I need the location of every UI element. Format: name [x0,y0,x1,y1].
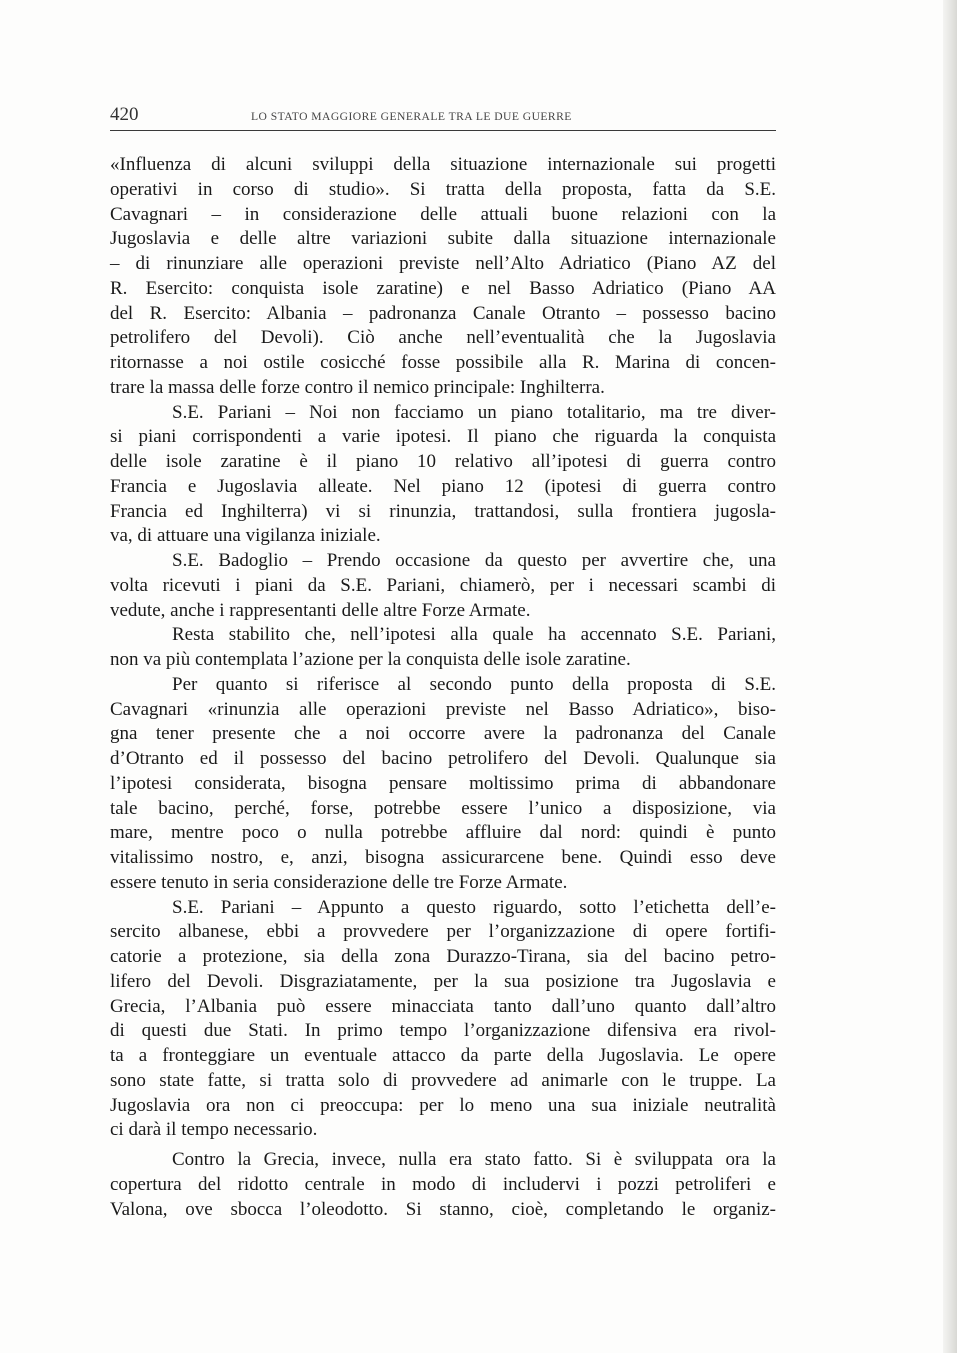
text-line: Francia ed Inghilterra) vi si rinunzia, trattandosi, sulla frontiera jugosla- [110,500,776,522]
text-line: ci darà il tempo necessario. [110,1119,318,1141]
text-line: petrolifero del Devoli). Ciò anche nell’eventualità che la Jugoslavia [110,327,776,349]
text-line: Francia e Jugoslavia alleate. Nel piano 12 (ipotesi di guerra contro [110,475,776,497]
text-line: si piani corrispondenti a varie ipotesi. Il piano che riguarda la conquista [110,426,776,448]
text-line: delle isole zaratine è il piano 10 relativo all’ipotesi di guerra contro [110,451,776,472]
text-line: Jugoslavia e delle altre variazioni subite dalla situazione internazionale [110,228,776,250]
text-line: Cavagnari – in considerazione delle attuali buone relazioni con la [110,203,776,225]
text-line: copertura del ridotto centrale in modo di includervi i pozzi petroliferi e [110,1173,776,1195]
text-line: Per quanto si riferisce al secondo punto della proposta di S.E. [172,673,776,695]
text-line: l’ipotesi considerata, bisogna pensare moltissimo prima di abbandonare [110,772,776,794]
text-line: vitalissimo nostro, e, anzi, bisogna assicurarcene bene. Quindi esso deve [110,847,776,868]
text-line: Resta stabilito che, nell’ipotesi alla quale ha accennato S.E. Pariani, [172,624,776,646]
page-edge-shadow [943,0,957,1353]
text-line: Contro la Grecia, invece, nulla era stato fatto. Si è sviluppata ora la [172,1149,776,1170]
text-line: non va più contemplata l’azione per la conquista delle isole zaratine. [110,649,631,670]
text-line: ritornasse a noi ostile cosicché fosse possibile alla R. Marina di concen- [110,352,776,373]
text-line: sercito albanese, ebbi a provvedere per l’organizzazione di opere fortifi- [110,921,776,943]
text-line: gna tener presente che a noi occorre avere la padronanza del Canale [110,723,776,745]
text-line: R. Esercito: conquista isole zaratine) e nel Basso Adriatico (Piano AA [110,277,776,299]
page-number: 420 [110,104,139,125]
text-line: S.E. Badoglio – Prendo occasione da questo per avvertire che, una [172,550,776,571]
text-line: – di rinunziare alle operazioni previste nell’Alto Adriatico (Piano AZ del [110,253,776,274]
text-line: volta ricevuti i piani da S.E. Pariani, chiamerò, per i necessari scambi di [110,574,776,596]
text-line: S.E. Pariani – Noi non facciamo un piano totalitario, ma tre diver- [172,401,776,423]
text-line: Jugoslavia ora non ci preoccupa: per lo meno una sua iniziale neutralità [110,1094,776,1116]
text-line: Cavagnari «rinunzia alle operazioni previste nel Basso Adriatico», biso- [110,698,776,720]
text-line: essere tenuto in seria considerazione delle tre Forze Armate. [110,871,568,893]
text-line: Grecia, l’Albania può essere minacciata tanto dall’uno quanto dall’altro [110,995,776,1017]
text-line: lifero del Devoli. Disgraziatamente, per la sua posizione tra Jugoslavia e [110,970,776,992]
text-line: di questi due Stati. In primo tempo l’organizzazione difensiva era rivol- [110,1020,776,1042]
text-line: va, di attuare una vigilanza iniziale. [110,525,381,547]
text-line: sono state fatte, si tratta solo di provvedere ad animarle con le truppe. La [110,1069,776,1091]
text-line: d’Otranto ed il possesso del bacino petrolifero del Devoli. Qualunque sia [110,748,776,769]
text-line: «Influenza di alcuni sviluppi della situazione internazionale sui progetti [110,154,776,175]
text-line: operativi in corso di studio». Si tratta della proposta, fatta da S.E. [110,178,776,200]
text-line: del R. Esercito: Albania – padronanza Canale Otranto – possesso bacino [110,302,776,324]
body-text [110,153,776,1222]
page-header [110,104,776,131]
text-line: trare la massa delle forze contro il nemico principale: Inghilterra. [110,376,605,398]
text-line: S.E. Pariani – Appunto a questo riguardo, sotto l’etichetta dell’e- [172,896,776,918]
text-line: Valona, ove sbocca l’oleodotto. Si stanno, cioè, completando le organiz- [110,1198,776,1220]
text-line: vedute, anche i rappresentanti delle altre Forze Armate. [110,599,531,621]
running-title: LO STATO MAGGIORE GENERALE TRA LE DUE GUERRE [251,110,572,123]
text-line: mare, mentre poco o nulla potrebbe affluire dal nord: quindi è punto [110,822,776,844]
text-line: tale bacino, perché, forse, potrebbe essere l’unico a disposizione, via [110,797,776,819]
text-line: catorie a protezione, sia della zona Durazzo-Tirana, sia del bacino petro- [110,946,776,967]
text-line: ta a fronteggiare un eventuale attacco da parte della Jugoslavia. Le opere [110,1045,776,1066]
